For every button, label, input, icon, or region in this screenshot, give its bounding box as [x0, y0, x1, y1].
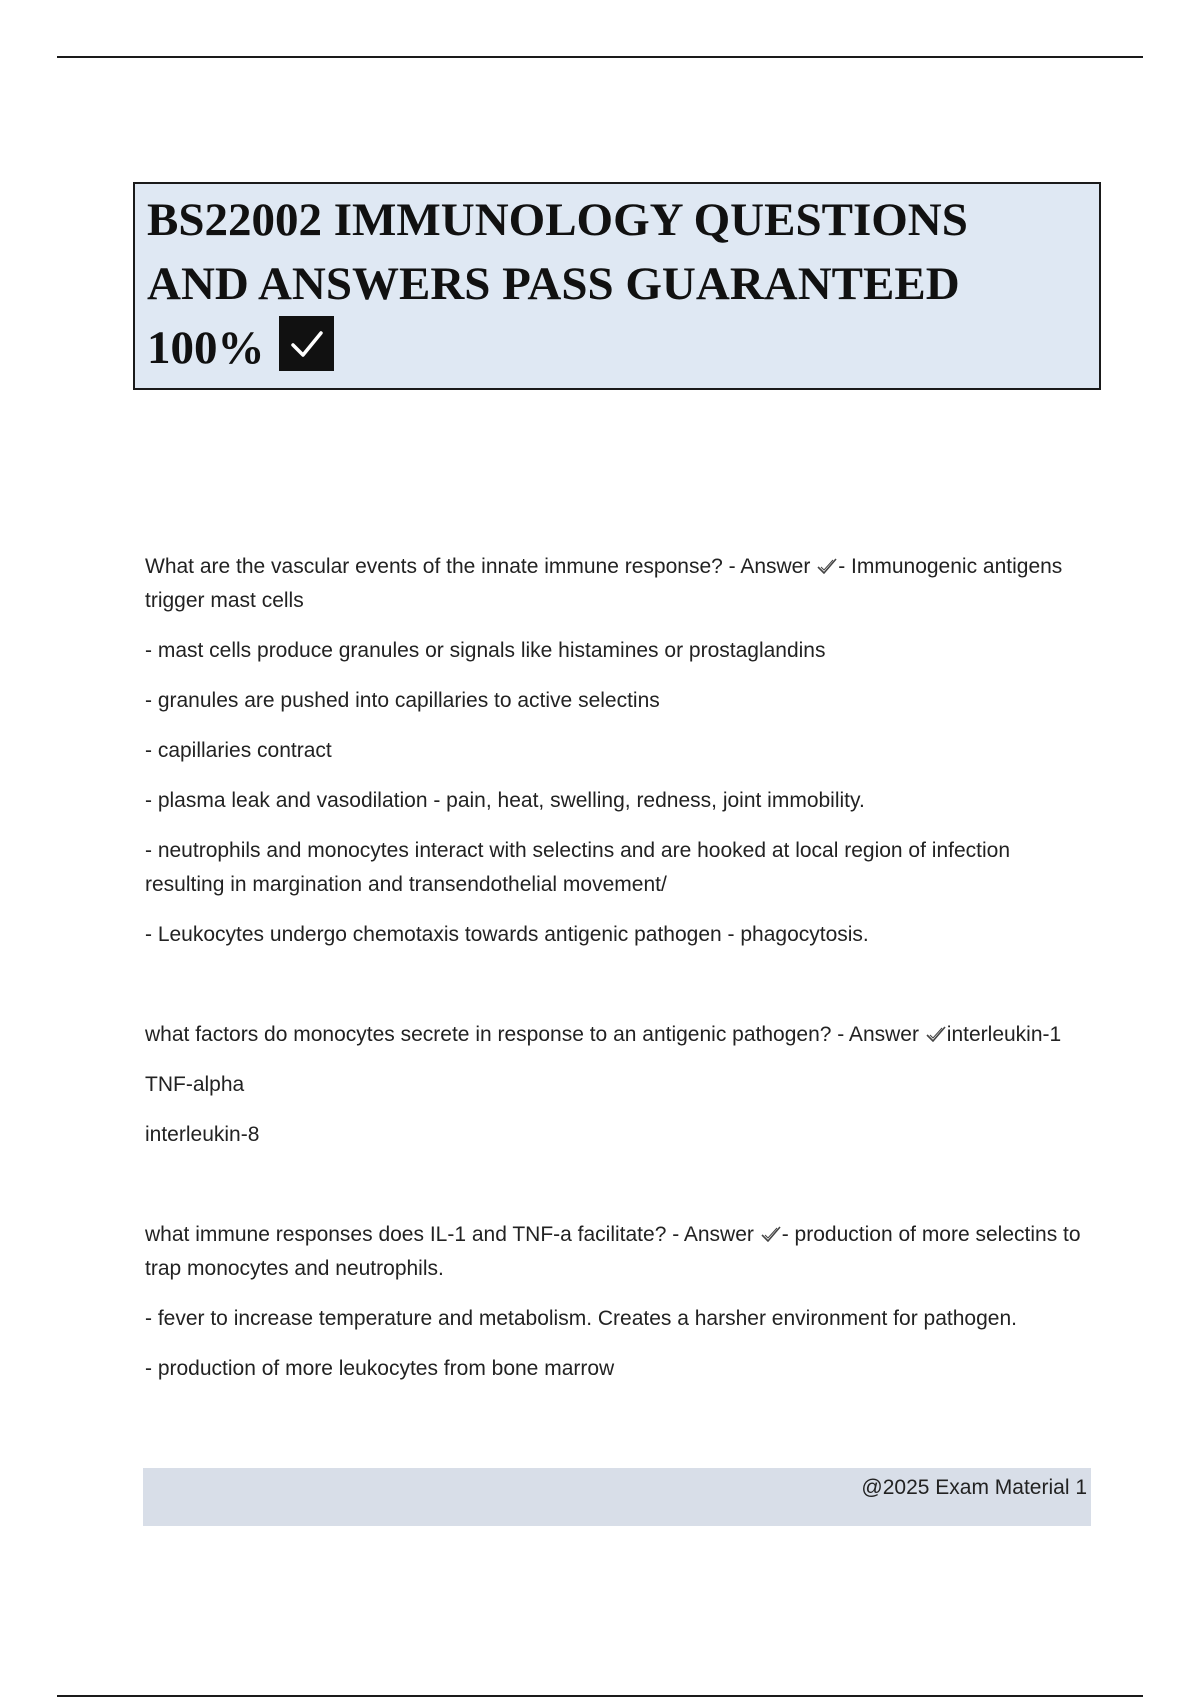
qa-item-3: [145, 1218, 1085, 1386]
question-3-text: what immune responses does IL-1 and TNF-a facilitate? - Answer: [145, 1223, 760, 1246]
qa-content: [145, 550, 1085, 1402]
tick-icon: [760, 1225, 782, 1243]
answer-1-line-4: - capillaries contract: [145, 739, 332, 762]
question-2-text: what factors do monocytes secrete in response to an antigenic pathogen? - Answer: [145, 1023, 925, 1046]
answer-2-line-2: TNF-alpha: [145, 1073, 245, 1096]
qa-item-2: [145, 1018, 1085, 1152]
question-1-text: What are the vascular events of the innate immune response? - Answer: [145, 555, 817, 578]
answer-3-text: - production of more selectins to trap monocytes and neutrophils.: [145, 1223, 1081, 1280]
title-percent: 100%: [147, 322, 265, 374]
answer-3-line-3: - production of more leukocytes from bone marrow: [145, 1357, 615, 1380]
footer-band: [143, 1468, 1091, 1526]
answer-1-line-2: - mast cells produce granules or signals like histamines or prostaglandins: [145, 639, 826, 662]
question-2: [145, 1018, 1085, 1052]
answer-1-line-6: - neutrophils and monocytes interact with selectins and are hooked at local region of infection resulting in margination and transendothelial movement/: [145, 839, 1010, 896]
qa-item-1: [145, 550, 1085, 952]
tick-icon: [816, 557, 838, 575]
question-3: [145, 1218, 1085, 1286]
footer-text: @2025 Exam Material 1: [861, 1476, 1087, 1499]
check-mark-icon: [279, 316, 334, 371]
title-line-2: AND ANSWERS PASS GUARANTEED: [147, 258, 960, 310]
top-rule: [57, 56, 1143, 58]
answer-1-line-7: - Leukocytes undergo chemotaxis towards antigenic pathogen - phagocytosis.: [145, 923, 869, 946]
title-line-1: BS22002 IMMUNOLOGY QUESTIONS: [147, 194, 968, 246]
answer-1-line-5: - plasma leak and vasodilation - pain, heat, swelling, redness, joint immobility.: [145, 789, 865, 812]
answer-2-text: interleukin-1: [946, 1023, 1062, 1046]
tick-icon: [925, 1025, 947, 1043]
answer-2-line-3: interleukin-8: [145, 1123, 260, 1146]
answer-1-line-3: - granules are pushed into capillaries to active selectins: [145, 689, 660, 712]
title-line-3: [147, 316, 1087, 380]
bottom-rule: [57, 1695, 1143, 1697]
answer-1-text: - Immunogenic antigens trigger mast cells: [145, 555, 1063, 612]
question-1: [145, 550, 1085, 618]
title-box: [133, 182, 1101, 390]
answer-3-line-2: - fever to increase temperature and metabolism. Creates a harsher environment for pathogen.: [145, 1307, 1017, 1330]
